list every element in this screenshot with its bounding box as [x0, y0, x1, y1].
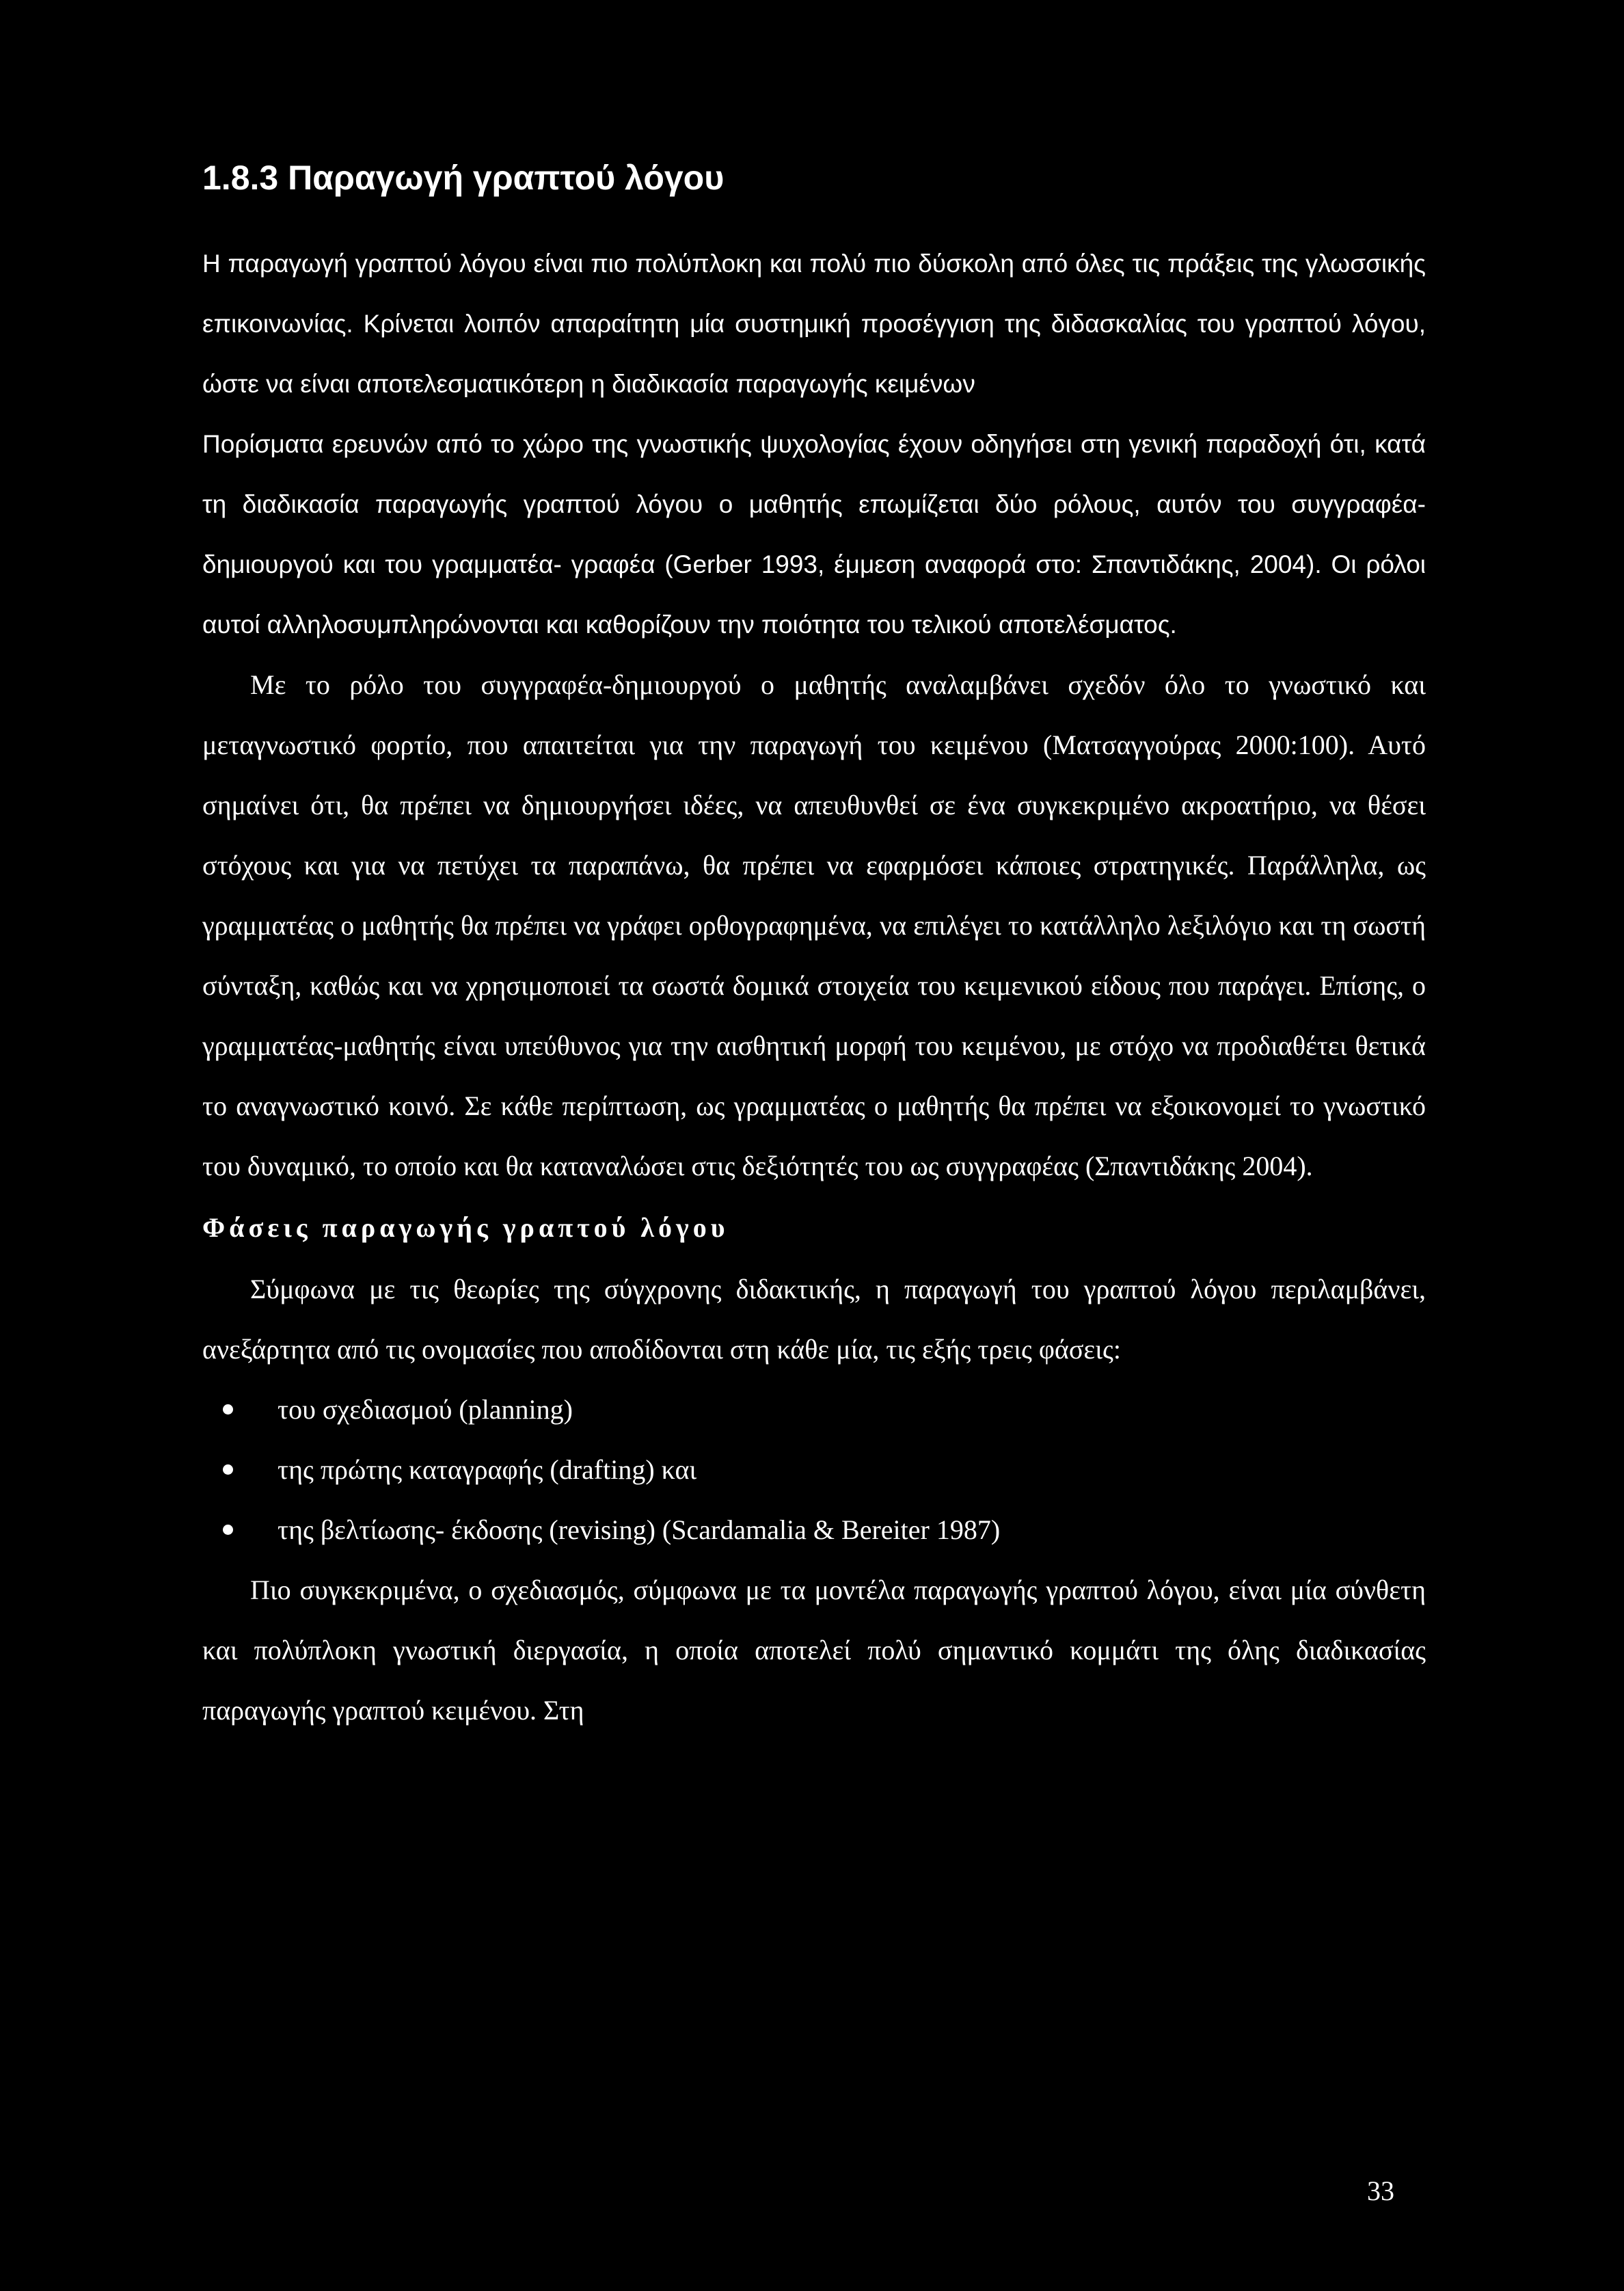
page-number: 33: [1367, 2175, 1394, 2206]
phases-list: [202, 1380, 1426, 1560]
sans-text-block: [202, 234, 1426, 655]
intro-paragraph: Η παραγωγή γραπτού λόγου είναι πιο πολύπλοκη και πολύ πιο δύσκολη από όλες τις πράξεις της γλωσσικής επικοινωνίας. Κρίνεται λοιπόν απαραίτητη μία συστημική προσέγγιση της διδασκαλίας του γραπτού λόγου, ώστε να είναι αποτελεσματικότερη η διαδικασία παραγωγής κειμένων: [202, 250, 1426, 398]
research-paragraph: Πορίσματα ερευνών από το χώρο της γνωστικής ψυχολογίας έχουν οδηγήσει στη γενική παραδοχή ότι, κατά τη διαδικασία παραγωγής γραπτού λόγου ο μαθητής επωμίζεται δύο ρόλους, αυτόν του συγγραφέα-δημιουργού και του γραμματέα- γραφέα (Gerber 1993, έμμεση αναφορά στο: Σπαντιδάκης, 2004). Οι ρόλοι αυτοί αλληλοσυμπληρώνονται και καθορίζουν την ποιότητα του τελικού αποτελέσματος.: [202, 430, 1426, 639]
roles-paragraph: Με το ρόλο του συγγραφέα-δημιουργού ο μαθητής αναλαμβάνει σχεδόν όλο το γνωστικό και μεταγνωστικό φορτίο, που απαιτείται για την παραγωγή του κειμένου (Ματσαγγούρας 2000:100). Αυτό σημαίνει ότι, θα πρέπει να δημιουργήσει ιδέες, να απευθυνθεί σε ένα συγκεκριμένο ακροατήριο, να θέσει στόχους και για να πετύχει τα παραπάνω, θα πρέπει να εφαρμόσει κάποιες στρατηγικές. Παράλληλα, ως γραμματέας ο μαθητής θα πρέπει να γράφει ορθογραφημένα, να επιλέγει το κατάλληλο λεξιλόγιο και τη σωστή σύνταξη, καθώς και να χρησιμοποιεί τα σωστά δομικά στοιχεία του κειμενικού είδους που παράγει. Επίσης, ο γραμματέας-μαθητής είναι υπεύθυνος για την αισθητική μορφή του κειμένου, με στόχο να προδιαθέτει θετικά το αναγνωστικό κοινό. Σε κάθε περίπτωση, ως γραμματέας ο μαθητής θα πρέπει να εξοικονομεί το γνωστικό του δυναμικό, το οποίο και θα καταναλώσει στις δεξιότητές του ως συγγραφέας (Σπαντιδάκης 2004).: [202, 669, 1426, 1181]
serif-text-block: [202, 655, 1426, 1741]
subsection-heading: Φάσεις παραγωγής γραπτού λόγου: [202, 1212, 729, 1243]
phase-item-drafting: της πρώτης καταγραφής (drafting) και: [202, 1440, 1426, 1500]
phase-item-planning: του σχεδιασμού (planning): [202, 1380, 1426, 1440]
phases-intro-paragraph: Σύμφωνα με τις θεωρίες της σύγχρονης διδακτικής, η παραγωγή του γραπτού λόγου περιλαμβάνει, ανεξάρτητα από τις ονομασίες που αποδίδονται στη κάθε μία, τις εξής τρεις φάσεις:: [202, 1274, 1426, 1365]
planning-paragraph: Πιο συγκεκριμένα, ο σχεδιασμός, σύμφωνα με τα μοντέλα παραγωγής γραπτού λόγου, είναι μία σύνθετη και πολύπλοκη γνωστική διεργασία, η οποία αποτελεί πολύ σημαντικό κομμάτι της όλης διαδικασίας παραγωγής γραπτού κειμένου. Στη: [202, 1575, 1426, 1726]
page-content: [202, 156, 1426, 1741]
phase-item-revising: της βελτίωσης- έκδοσης (revising) (Scardamalia & Bereiter 1987): [202, 1500, 1426, 1560]
section-heading: 1.8.3 Παραγωγή γραπτού λόγου: [202, 159, 725, 197]
